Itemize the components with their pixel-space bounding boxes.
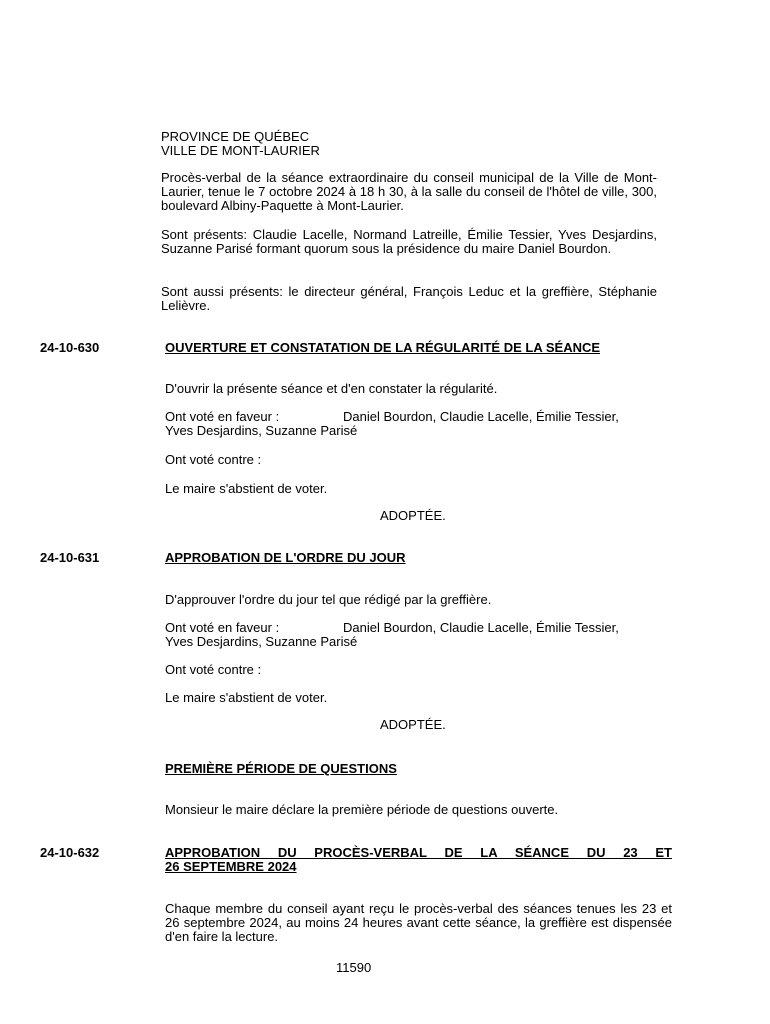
abstention-text: Le maire s'abstient de voter. (165, 690, 328, 705)
aussi-presents-paragraph: Sont aussi présents: le directeur général, François Leduc et la greffière, Stéphanie Lelièvre. (161, 284, 657, 313)
page-number: 11590 (336, 960, 372, 975)
vote-for-label: Ont voté en faveur : (165, 620, 280, 635)
resolution-title: OUVERTURE ET CONSTATATION DE LA RÉGULARITÉ DE LA SÉANCE (165, 340, 601, 355)
resolution-text: Chaque membre du conseil ayant reçu le procès-verbal des séances tenues les 23 et 26 septembre 2024, au moins 24 heures avant cette séance, la greffière est dispensée d'en faire la lecture. (165, 901, 672, 944)
vote-against: Ont voté contre : (165, 452, 262, 467)
vote-for-names-cont: Yves Desjardins, Suzanne Parisé (165, 423, 358, 438)
resolution-number: 24-10-630 (40, 340, 100, 355)
presents-paragraph: Sont présents: Claudie Lacelle, Normand Latreille, Émilie Tessier, Yves Desjardins, Suzanne Parisé formant quorum sous la présidence du maire Daniel Bourdon. (161, 227, 657, 256)
resolution-text: D'ouvrir la présente séance et d'en constater la régularité. (165, 381, 498, 396)
questions-title: PREMIÈRE PÉRIODE DE QUESTIONS (165, 761, 397, 776)
vote-for (165, 410, 672, 438)
abstention-text: Le maire s'abstient de voter. (165, 481, 328, 496)
adopted-label: ADOPTÉE. (380, 508, 446, 523)
vote-for-label: Ont voté en faveur : (165, 409, 280, 424)
questions-text: Monsieur le maire déclare la première période de questions ouverte. (165, 802, 559, 817)
resolution-title-line1: APPROBATION DU PROCÈS-VERBAL DE LA SÉANCE DU 23 ET (165, 845, 672, 860)
vote-for (165, 621, 672, 649)
document-header (161, 130, 661, 158)
resolution-title: APPROBATION DE L'ORDRE DU JOUR (165, 550, 406, 565)
adopted-label: ADOPTÉE. (380, 717, 446, 732)
proces-verbal-intro: Procès-verbal de la séance extraordinaire du conseil municipal de la Ville de Mont-Laurier, tenue le 7 octobre 2024 à 18 h 30, à la salle du conseil de l'hôtel de ville, 300, boulevard Albiny-Paquette à Mont-Laurier. (161, 170, 657, 213)
vote-against: Ont voté contre : (165, 662, 262, 677)
vote-for-names: Daniel Bourdon, Claudie Lacelle, Émilie Tessier, (343, 620, 619, 635)
resolution-number: 24-10-631 (40, 550, 100, 565)
vote-for-names: Daniel Bourdon, Claudie Lacelle, Émilie Tessier, (343, 409, 619, 424)
resolution-text: D'approuver l'ordre du jour tel que rédigé par la greffière. (165, 592, 492, 607)
resolution-number: 24-10-632 (40, 845, 100, 860)
ville-line: VILLE DE MONT-LAURIER (161, 143, 320, 158)
vote-for-names-cont: Yves Desjardins, Suzanne Parisé (165, 634, 358, 649)
resolution-title-line2: 26 SEPTEMBRE 2024 (165, 859, 297, 874)
resolution-title (165, 846, 672, 874)
province-line: PROVINCE DE QUÉBEC (161, 129, 310, 144)
